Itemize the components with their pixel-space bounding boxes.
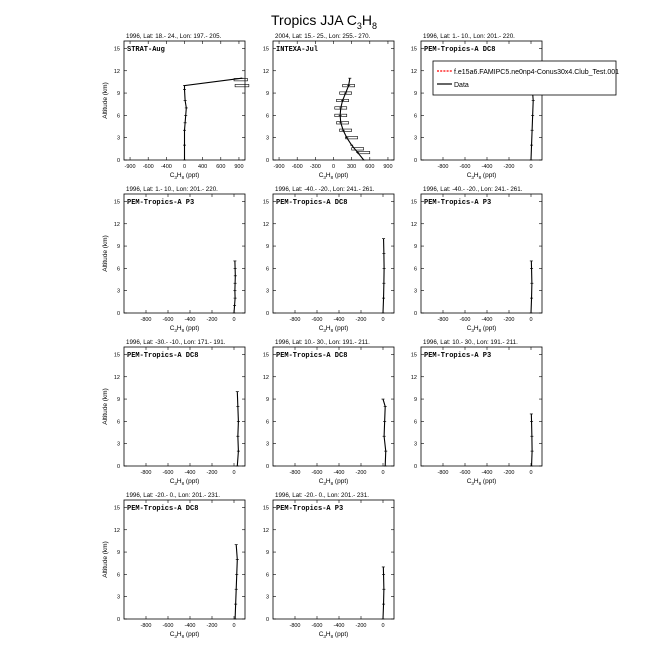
y-tick-label: 6 — [413, 266, 417, 273]
y-tick-label: 9 — [116, 397, 120, 404]
x-axis-label: $C_3H_8$ (ppt) — [318, 478, 349, 486]
x-tick-label: -800 — [289, 623, 301, 629]
legend-data-label: Data — [454, 82, 469, 89]
panel-header: 1996, Lat: 10.- 30., Lon: 191.- 211. — [275, 339, 370, 346]
x-axis-label: $C_3H_8$ (ppt) — [466, 325, 497, 333]
y-tick-label: 15 — [262, 46, 269, 53]
y-tick-label: 9 — [413, 397, 417, 404]
y-tick-label: 0 — [265, 158, 269, 164]
x-tick-label: -600 — [162, 470, 174, 476]
y-tick-label: 3 — [413, 135, 417, 142]
x-tick-label: -800 — [437, 317, 449, 323]
y-tick-label: 12 — [410, 221, 417, 228]
plot-frame — [421, 194, 542, 313]
plot-frame — [273, 194, 394, 313]
x-tick-label: -200 — [206, 470, 218, 476]
x-tick-label: -800 — [437, 164, 449, 170]
y-tick-label: 15 — [410, 46, 417, 53]
y-tick-label: 15 — [113, 199, 120, 206]
x-tick-label: 0 — [529, 317, 533, 323]
x-tick-label: -200 — [355, 317, 367, 323]
chart-panel — [263, 186, 394, 333]
y-tick-label: 0 — [413, 464, 417, 470]
data-profile-line — [383, 239, 384, 313]
y-tick-label: 15 — [113, 505, 120, 512]
x-tick-label: -600 — [459, 164, 471, 170]
chart-panel — [102, 339, 245, 486]
y-tick-label: 6 — [116, 572, 120, 579]
y-tick-label: 6 — [265, 266, 269, 273]
y-tick-label: 0 — [413, 311, 417, 317]
x-tick-label: -400 — [481, 317, 493, 323]
y-tick-label: 0 — [116, 311, 120, 317]
y-tick-label: 15 — [113, 46, 120, 53]
x-tick-label: -600 — [311, 623, 323, 629]
panel-header: 1996, Lat: -30.- -10., Lon: 171.- 191. — [126, 339, 226, 346]
y-tick-label: 0 — [116, 158, 120, 164]
panel-header: 1996, Lat: -20.- 0., Lon: 201.- 231. — [275, 492, 369, 499]
x-tick-label: 0 — [182, 164, 187, 170]
y-tick-label: 3 — [413, 441, 417, 448]
x-tick-label: 0 — [232, 317, 236, 323]
x-tick-label: -400 — [160, 164, 172, 170]
legend-model-label: f.e15a6.FAMIPC5.ne0np4-Conus30x4.Club_Test.001 — [454, 69, 619, 76]
data-profile-line — [234, 261, 235, 313]
campaign-label: PEM-Tropics-A P3 — [424, 199, 492, 207]
y-axis-label: Altitude (km) — [102, 541, 109, 578]
data-profile-line — [531, 261, 532, 313]
y-axis-label: Altitude (km) — [102, 235, 109, 272]
plot-frame — [421, 41, 542, 160]
y-tick-label: 9 — [116, 550, 120, 557]
x-tick-label: -400 — [184, 623, 196, 629]
campaign-label: PEM-Tropics-A DC8 — [424, 46, 496, 54]
panel-header: 1996, Lat: -40.- -20., Lon: 241.- 261. — [423, 186, 523, 193]
x-tick-label: -600 — [459, 470, 471, 476]
x-tick-label: 600 — [216, 164, 226, 170]
plot-frame — [273, 347, 394, 466]
x-tick-label: -200 — [503, 317, 515, 323]
campaign-label: PEM-Tropics-A DC8 — [276, 199, 348, 207]
y-tick-label: 6 — [116, 419, 120, 426]
plot-frame — [421, 347, 542, 466]
y-tick-label: 12 — [262, 68, 269, 75]
x-tick-label: 300 — [347, 164, 357, 170]
chart-panel — [411, 339, 542, 486]
x-tick-label: -900 — [273, 164, 285, 170]
x-tick-label: -600 — [162, 623, 174, 629]
x-axis-label: $C_3H_8$ (ppt) — [169, 325, 200, 333]
title-main: Tropics JJA C — [271, 12, 357, 28]
data-profile-line — [383, 399, 386, 466]
chart-panel — [102, 186, 245, 333]
x-tick-label: 600 — [365, 164, 375, 170]
y-tick-label: 3 — [265, 594, 269, 601]
y-tick-label: 3 — [413, 288, 417, 295]
chart-panel — [411, 33, 542, 180]
y-tick-label: 3 — [116, 288, 120, 295]
x-tick-label: -600 — [142, 164, 154, 170]
x-tick-label: 0 — [381, 470, 385, 476]
x-tick-label: 400 — [198, 164, 208, 170]
x-tick-label: -800 — [289, 470, 301, 476]
data-profile-line — [531, 414, 532, 466]
x-tick-label: 900 — [234, 164, 244, 170]
figure-title — [271, 12, 377, 31]
y-tick-label: 0 — [413, 158, 417, 164]
plot-frame — [124, 500, 245, 619]
y-tick-label: 9 — [265, 91, 269, 98]
x-tick-label: -400 — [184, 317, 196, 323]
x-tick-label: 0 — [232, 623, 236, 629]
title-subscript-2: 8 — [371, 21, 377, 31]
y-tick-label: 6 — [413, 419, 417, 426]
chart-panel — [263, 33, 394, 180]
y-tick-label: 12 — [113, 221, 120, 228]
plot-frame — [124, 194, 245, 313]
y-tick-label: 3 — [265, 441, 269, 448]
title-mid: H — [361, 12, 372, 28]
data-profile-line — [237, 392, 238, 466]
chart-panel — [263, 492, 394, 639]
y-tick-label: 3 — [116, 441, 120, 448]
plot-frame — [124, 347, 245, 466]
error-bar — [337, 122, 349, 124]
panel-header: 2004, Lat: 15.- 25., Lon: 255.- 270. — [275, 33, 371, 40]
x-tick-label: -400 — [481, 470, 493, 476]
x-tick-label: -800 — [437, 470, 449, 476]
y-tick-label: 15 — [262, 352, 269, 359]
y-tick-label: 9 — [265, 397, 269, 404]
y-tick-label: 12 — [262, 527, 269, 534]
y-tick-label: 0 — [265, 464, 269, 470]
y-tick-label: 15 — [410, 352, 417, 359]
y-tick-label: 12 — [113, 374, 120, 381]
y-tick-label: 6 — [116, 266, 120, 273]
y-tick-label: 15 — [262, 199, 269, 206]
y-tick-label: 12 — [410, 374, 417, 381]
x-tick-label: 0 — [232, 470, 236, 476]
panel-header: 1996, Lat: 1.- 10., Lon: 201.- 220. — [126, 186, 218, 193]
x-tick-label: -600 — [311, 317, 323, 323]
y-tick-label: 3 — [116, 135, 120, 142]
y-tick-label: 12 — [262, 221, 269, 228]
campaign-label: PEM-Tropics-A DC8 — [276, 352, 348, 360]
x-tick-label: -200 — [503, 164, 515, 170]
y-tick-label: 9 — [413, 244, 417, 251]
y-tick-label: 6 — [265, 113, 269, 120]
title-subscript-1: 3 — [356, 21, 362, 31]
y-tick-label: 12 — [113, 68, 120, 75]
x-axis-label: $C_3H_8$ (ppt) — [169, 172, 200, 180]
data-profile-line — [383, 567, 384, 619]
x-tick-label: -900 — [124, 164, 136, 170]
panel-header: 1996, Lat: 10.- 30., Lon: 191.- 211. — [423, 339, 518, 346]
x-tick-label: -200 — [355, 470, 367, 476]
x-tick-label: 0 — [529, 164, 533, 170]
y-tick-label: 9 — [413, 91, 417, 98]
x-axis-label: $C_3H_8$ (ppt) — [169, 631, 200, 639]
error-bar — [340, 129, 352, 131]
x-tick-label: 0 — [529, 470, 533, 476]
x-axis-label: $C_3H_8$ (ppt) — [318, 172, 349, 180]
y-tick-label: 6 — [413, 113, 417, 120]
y-tick-label: 12 — [262, 374, 269, 381]
x-tick-label: -400 — [481, 164, 493, 170]
error-bar — [358, 151, 370, 153]
x-tick-label: -800 — [140, 470, 152, 476]
panel-header: 1996, Lat: 1.- 10., Lon: 201.- 220. — [423, 33, 515, 40]
x-tick-label: 0 — [331, 164, 336, 170]
y-tick-label: 15 — [113, 352, 120, 359]
panel-header: 1996, Lat: -20.- 0., Lon: 201.- 231. — [126, 492, 220, 499]
y-tick-label: 9 — [265, 550, 269, 557]
x-tick-label: -400 — [333, 470, 345, 476]
plot-frame — [273, 41, 394, 160]
x-tick-label: -200 — [355, 623, 367, 629]
x-axis-label: $C_3H_8$ (ppt) — [318, 631, 349, 639]
chart-panel — [102, 33, 249, 180]
data-profile-line — [185, 78, 242, 160]
x-tick-label: -400 — [184, 470, 196, 476]
x-tick-label: -600 — [162, 317, 174, 323]
y-tick-label: 6 — [265, 572, 269, 579]
chart-panel — [263, 339, 394, 486]
x-axis-label: $C_3H_8$ (ppt) — [318, 325, 349, 333]
x-tick-label: 0 — [381, 317, 385, 323]
y-tick-label: 0 — [116, 617, 120, 623]
y-tick-label: 3 — [265, 288, 269, 295]
data-profile-line — [235, 545, 237, 619]
panel-grid — [102, 33, 542, 639]
y-tick-label: 6 — [116, 113, 120, 120]
y-tick-label: 15 — [262, 505, 269, 512]
legend — [433, 61, 619, 95]
y-axis-label: Altitude (km) — [102, 82, 109, 119]
campaign-label: PEM-Tropics-A DC8 — [127, 352, 199, 360]
x-tick-label: 0 — [381, 623, 385, 629]
x-tick-label: -200 — [206, 317, 218, 323]
x-tick-label: -800 — [140, 317, 152, 323]
x-tick-label: -600 — [291, 164, 303, 170]
y-axis-label: Altitude (km) — [102, 388, 109, 425]
campaign-label: INTEXA-Jul — [276, 46, 319, 54]
x-tick-label: -300 — [309, 164, 321, 170]
x-tick-label: 900 — [383, 164, 393, 170]
campaign-label: PEM-Tropics-A P3 — [424, 352, 492, 360]
y-tick-label: 0 — [116, 464, 120, 470]
x-tick-label: -800 — [140, 623, 152, 629]
x-tick-label: -800 — [289, 317, 301, 323]
x-axis-label: $C_3H_8$ (ppt) — [169, 478, 200, 486]
x-tick-label: -200 — [503, 470, 515, 476]
panel-header: 1996, Lat: -40.- -20., Lon: 241.- 261. — [275, 186, 375, 193]
y-tick-label: 6 — [265, 419, 269, 426]
x-tick-label: -400 — [333, 623, 345, 629]
y-tick-label: 3 — [116, 594, 120, 601]
x-tick-label: -400 — [333, 317, 345, 323]
campaign-label: PEM-Tropics-A DC8 — [127, 505, 199, 513]
y-tick-label: 9 — [116, 244, 120, 251]
campaign-label: STRAT-Aug — [127, 46, 165, 54]
x-axis-label: $C_3H_8$ (ppt) — [466, 478, 497, 486]
x-tick-label: -600 — [459, 317, 471, 323]
x-tick-label: -600 — [311, 470, 323, 476]
y-tick-label: 15 — [410, 199, 417, 206]
legend-box — [433, 61, 616, 95]
chart-panel — [102, 492, 245, 639]
y-tick-label: 9 — [265, 244, 269, 251]
y-tick-label: 9 — [116, 91, 120, 98]
y-tick-label: 12 — [113, 527, 120, 534]
campaign-label: PEM-Tropics-A P3 — [127, 199, 195, 207]
y-tick-label: 0 — [265, 617, 269, 623]
plot-frame — [273, 500, 394, 619]
panel-header: 1996, Lat: 18.- 24., Lon: 197.- 205. — [126, 33, 222, 40]
x-tick-label: -200 — [206, 623, 218, 629]
x-axis-label: $C_3H_8$ (ppt) — [466, 172, 497, 180]
y-tick-label: 0 — [265, 311, 269, 317]
chart-panel — [411, 186, 542, 333]
campaign-label: PEM-Tropics-A P3 — [276, 505, 344, 513]
y-tick-label: 12 — [410, 68, 417, 75]
y-tick-label: 3 — [265, 135, 269, 142]
error-bar — [235, 84, 249, 86]
